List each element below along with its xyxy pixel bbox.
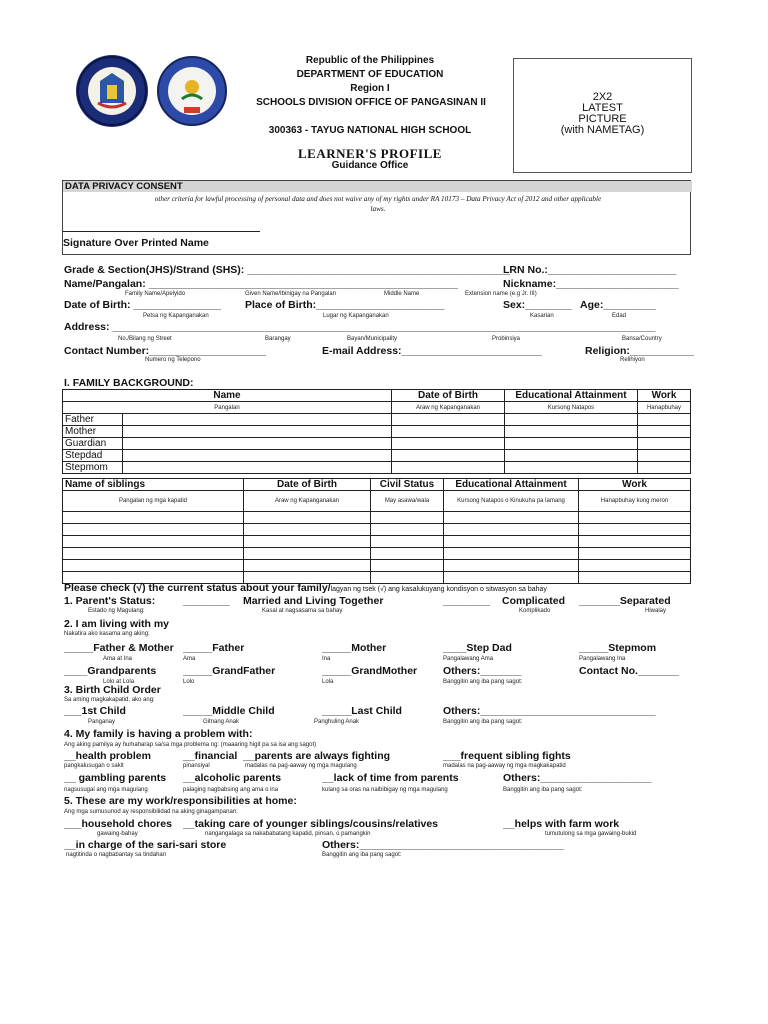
q4-parents-fighting[interactable]: __parents are always fighting bbox=[243, 750, 391, 762]
q5-sub-farm: tumutulong sa mga gawaing-bukid bbox=[545, 831, 637, 837]
photo-label-latest: LATEST bbox=[582, 102, 623, 114]
table-row bbox=[63, 450, 691, 462]
q2-title: 2. I am living with my bbox=[64, 618, 170, 630]
privacy-title: DATA PRIVACY CONSENT bbox=[63, 181, 692, 192]
sub-sibling-work: Hanapbuhay kung meron bbox=[579, 491, 691, 512]
lrn-field[interactable]: LRN No.:______________________ bbox=[503, 264, 677, 276]
q4-health[interactable]: __health problem bbox=[64, 750, 151, 762]
q4-sibling-fights[interactable]: ___frequent sibling fights bbox=[443, 750, 571, 762]
table-row[interactable] bbox=[63, 512, 691, 524]
sub-dob: Petsa ng Kapanganakan bbox=[143, 313, 209, 319]
contact-number-field[interactable]: Contact Number:____________________ bbox=[64, 345, 266, 357]
edu-cell[interactable] bbox=[504, 426, 637, 438]
dob-cell[interactable] bbox=[391, 438, 504, 450]
col-sibling-edu: Educational Attainment bbox=[444, 479, 579, 491]
sex-field[interactable]: Sex:________ bbox=[503, 299, 572, 311]
q4-gambling[interactable]: __ gambling parents bbox=[64, 772, 167, 784]
deped-seal-logo bbox=[76, 55, 148, 127]
q1-sub-married: Kasal at nagsasama sa bahay bbox=[262, 608, 343, 614]
sub-municipality: Bayan/Municipality bbox=[347, 336, 398, 342]
name-cell[interactable] bbox=[123, 462, 392, 474]
q4-sub-gambling: nagsusugal ang mga magulang bbox=[64, 787, 148, 793]
work-cell[interactable] bbox=[637, 462, 690, 474]
table-row[interactable] bbox=[63, 536, 691, 548]
q2-sub-f: Ama bbox=[183, 656, 196, 662]
col-sibling-dob: Date of Birth bbox=[244, 479, 371, 491]
q2-mother[interactable]: _____Mother bbox=[322, 642, 387, 654]
header-division-office: SCHOOLS DIVISION OFFICE OF PANGASINAN II bbox=[256, 97, 486, 108]
sub-country: Bansa/Country bbox=[622, 336, 662, 342]
q1-blank-married[interactable]: ________ bbox=[183, 595, 230, 607]
sub-province: Probinsiya bbox=[492, 336, 521, 342]
table-row[interactable] bbox=[63, 560, 691, 572]
photo-label-nametag: (with NAMETAG) bbox=[560, 124, 645, 136]
q3-others[interactable]: Others:______________________________ bbox=[443, 705, 656, 717]
edu-cell[interactable] bbox=[504, 438, 637, 450]
work-cell[interactable] bbox=[637, 450, 690, 462]
q4-sub-financial: pinansiyal bbox=[183, 763, 210, 769]
q2-others[interactable]: Others:_______ bbox=[443, 665, 522, 677]
q4-sub: Ang aking pamilya ay humaharap sa/sa mga problema ng: (maaaring higit pa sa isa ang sagot) bbox=[64, 742, 317, 748]
q2-sub-gp: Lolo at Lola bbox=[103, 679, 135, 685]
q2-contact-no[interactable]: Contact No._______ bbox=[579, 665, 679, 677]
q2-sub-sd: Pangalawang Ama bbox=[443, 656, 494, 662]
col-dob: Date of Birth bbox=[391, 390, 504, 402]
q3-title: 3. Birth Child Order bbox=[64, 684, 161, 696]
q2-sub-fm: Ama at Ina bbox=[103, 656, 133, 662]
q4-sub-fighting: madalas na pag-aaway ng mga magulang bbox=[245, 763, 357, 769]
dob-cell[interactable] bbox=[391, 450, 504, 462]
q1-blank-complicated[interactable]: ________ bbox=[443, 595, 490, 607]
q1-sub: Estado ng Magulang: bbox=[88, 608, 145, 614]
address-field[interactable]: Address: _____________________________________________________________________________________________ bbox=[64, 321, 656, 333]
q3-sub-2: Gitnang Anak bbox=[203, 719, 240, 725]
dob-field[interactable]: Date of Birth: _______________ bbox=[64, 299, 222, 311]
sub-religion: Relihiyon bbox=[620, 357, 645, 363]
q2-father-mother[interactable]: _____Father & Mother bbox=[64, 642, 174, 654]
pob-field[interactable]: Place of Birth:______________________ bbox=[245, 299, 445, 311]
q4-sub-alcoholic: palaging nagbabsing ang ama o ina bbox=[183, 787, 279, 793]
work-cell[interactable] bbox=[637, 438, 690, 450]
table-row bbox=[63, 414, 691, 426]
col-sibling-work: Work bbox=[579, 479, 691, 491]
sub-middle-name: Middle Name bbox=[384, 291, 420, 297]
signature-line[interactable] bbox=[63, 231, 260, 232]
q2-grandparents[interactable]: ____Grandparents bbox=[64, 665, 157, 677]
q3-last-child[interactable]: _____Last Child bbox=[322, 705, 402, 717]
sub-hanapbuhay: Hanapbuhay bbox=[637, 402, 690, 414]
edu-cell[interactable] bbox=[504, 462, 637, 474]
sub-pangalan: Pangalan bbox=[63, 402, 392, 414]
check-intro-text: Please check (√) the current status about your family/ bbox=[64, 582, 331, 594]
header-republic: Republic of the Philippines bbox=[305, 55, 435, 66]
header-school: 300363 - TAYUG NATIONAL HIGH SCHOOL bbox=[268, 125, 472, 136]
row-label: Stepmom bbox=[63, 462, 123, 474]
row-label: Mother bbox=[63, 426, 123, 438]
sub-civil: May asawa/wala bbox=[371, 491, 444, 512]
check-intro-sub: lagyan ng tsek (√) ang kasalukuyang kondisyon o sitwasyon sa bahay bbox=[330, 586, 547, 593]
name-cell[interactable] bbox=[123, 450, 392, 462]
q5-farm-work[interactable]: __helps with farm work bbox=[503, 818, 620, 830]
header-region: Region I bbox=[350, 83, 390, 94]
q4-sub-others: Banggitin ang iba pang sagot: bbox=[503, 787, 583, 793]
q3-sub-1: Panganay bbox=[88, 719, 116, 725]
q1-sub-separated: Hiwalay bbox=[645, 608, 667, 614]
age-field[interactable]: Age:_________ bbox=[580, 299, 656, 311]
family-subheader-row bbox=[63, 402, 691, 414]
q2-sub-others: Banggitin ang iba pang sagot: bbox=[443, 679, 523, 685]
table-row bbox=[63, 438, 691, 450]
privacy-box bbox=[62, 180, 691, 255]
siblings-header-row bbox=[63, 479, 691, 491]
q4-lack-of-time[interactable]: __lack of time from parents bbox=[322, 772, 459, 784]
name-cell[interactable] bbox=[123, 438, 392, 450]
photo-label-size: 2X2 bbox=[592, 91, 613, 103]
header-department: DEPARTMENT OF EDUCATION bbox=[296, 69, 444, 80]
col-civil-status: Civil Status bbox=[371, 479, 444, 491]
q3-sub: Sa aming magkakapatid, ako ang: bbox=[64, 697, 155, 703]
col-education: Educational Attainment bbox=[504, 390, 637, 402]
q2-sub-sm: Pangalawang Ina bbox=[579, 656, 626, 662]
sub-araw: Araw ng Kapanganakan bbox=[391, 402, 504, 414]
q1-complicated: Complicated bbox=[502, 595, 566, 607]
q4-sub-sibling: madalas na pag-aaway ng mga magkakapatid bbox=[443, 763, 566, 769]
sub-contact: Numero ng Telepono bbox=[145, 357, 201, 363]
photo-box[interactable] bbox=[513, 58, 692, 173]
q3-sub-3: Panghuling Anak bbox=[314, 719, 360, 725]
sub-extension-name: Extension name (e.g Jr. III) bbox=[465, 291, 537, 297]
q2-sub-m: Ina bbox=[322, 656, 331, 662]
sub-sibling-dob: Araw ng Kapanganakan bbox=[244, 491, 371, 512]
col-work: Work bbox=[637, 390, 690, 402]
q2-sub: Nakatira ako kasama ang aking: bbox=[64, 631, 150, 637]
q5-household[interactable]: ___household chores bbox=[64, 818, 172, 830]
q5-sub-taking-care: nangangalaga sa nakababatang kapatid, pinsan, o pamangkin bbox=[205, 831, 371, 837]
row-label: Guardian bbox=[63, 438, 123, 450]
office-label: Guidance Office bbox=[331, 160, 409, 171]
nickname-field[interactable]: Nickname:_____________________ bbox=[503, 278, 679, 290]
sub-street: No./Bilang ng Street bbox=[118, 336, 172, 342]
q5-taking-care[interactable]: __taking care of younger siblings/cousins/relatives bbox=[183, 818, 439, 830]
table-row bbox=[63, 462, 691, 474]
dob-cell[interactable] bbox=[391, 462, 504, 474]
sub-sex: Kasarian bbox=[530, 313, 554, 319]
sub-sibling-edu: Kursong Natapos o Kinukuha pa lamang bbox=[444, 491, 579, 512]
form-title: LEARNER'S PROFILE bbox=[298, 146, 442, 161]
name-cell[interactable] bbox=[123, 414, 392, 426]
family-header-row bbox=[63, 390, 691, 402]
q5-sari-sari[interactable]: __in charge of the sari-sari store bbox=[64, 839, 227, 851]
q3-first-child[interactable]: ___1st Child bbox=[64, 705, 126, 717]
edu-cell[interactable] bbox=[504, 414, 637, 426]
sub-family-name: Family Name/Apelyido bbox=[125, 291, 186, 297]
family-table bbox=[62, 389, 691, 474]
q4-sub-health: pangkalusugan o sakit bbox=[64, 763, 124, 769]
sub-barangay: Barangay bbox=[265, 336, 291, 342]
q2-father[interactable]: _____Father bbox=[183, 642, 245, 654]
q2-stepdad[interactable]: ____Step Dad bbox=[443, 642, 512, 654]
name-field[interactable]: Name/Pangalan: _____________________________________________________ bbox=[64, 278, 459, 290]
row-label: Father bbox=[63, 414, 123, 426]
col-name: Name bbox=[63, 390, 392, 402]
sub-pob: Lugar ng Kapanganakan bbox=[323, 313, 389, 319]
family-section-title: I. FAMILY BACKGROUND: bbox=[64, 377, 194, 389]
sub-kursong: Kursong Natapos bbox=[504, 402, 637, 414]
table-row[interactable] bbox=[63, 524, 691, 536]
q5-others[interactable]: Others:___________________________________ bbox=[322, 839, 564, 851]
q1-married: Married and Living Together bbox=[243, 595, 384, 607]
q4-sub-lack: kulang sa oras na naibibigay ng mga magulang bbox=[322, 787, 448, 793]
q4-others[interactable]: Others:___________________ bbox=[503, 772, 652, 784]
q2-sub-gf: Lolo bbox=[183, 679, 195, 685]
division-seal-logo bbox=[156, 55, 228, 127]
name-cell[interactable] bbox=[123, 426, 392, 438]
table-row[interactable] bbox=[63, 548, 691, 560]
sub-given-name: Given Name/Ibinigay na Pangalan bbox=[245, 291, 337, 297]
sub-age: Edad bbox=[612, 313, 627, 319]
dob-cell[interactable] bbox=[391, 414, 504, 426]
photo-label-picture: PICTURE bbox=[578, 113, 627, 125]
signature-label: Signature Over Printed Name bbox=[63, 237, 209, 249]
col-sibling-name: Name of siblings bbox=[63, 479, 244, 491]
table-row bbox=[63, 426, 691, 438]
religion-field[interactable]: Religion:___________ bbox=[585, 345, 695, 357]
privacy-text-end: laws. bbox=[370, 205, 386, 213]
edu-cell[interactable] bbox=[504, 450, 637, 462]
q1-title: 1. Parent's Status: bbox=[64, 595, 156, 607]
q3-middle-child[interactable]: _____Middle Child bbox=[183, 705, 275, 717]
dob-cell[interactable] bbox=[391, 426, 504, 438]
work-cell[interactable] bbox=[637, 426, 690, 438]
grade-section-field[interactable]: Grade & Section(JHS)/Strand (SHS): _____________________________________________ bbox=[64, 264, 510, 276]
q5-sub: Ang mga sumusunod ay responsibilidad na aking ginagampanan: bbox=[64, 809, 238, 815]
q5-sub-others: Banggitin ang iba pang sagot: bbox=[322, 852, 402, 858]
privacy-text: other criteria for lawful processing of personal data and does not waive any of my rights under RA 10173 – Data Privacy Act of 2012 and other applicable bbox=[154, 195, 602, 203]
q5-sub-household: gawaing-bahay bbox=[97, 831, 138, 837]
work-cell[interactable] bbox=[637, 414, 690, 426]
sub-sibling-name: Pangalan ng mga kapatid bbox=[63, 491, 244, 512]
siblings-table bbox=[62, 478, 691, 584]
q2-sub-gm: Lola bbox=[322, 679, 334, 685]
q1-separated[interactable]: _______Separated bbox=[579, 595, 671, 607]
q5-sub-sari-sari: nagtitinda o nagbabantay sa tindahan bbox=[66, 852, 167, 858]
row-label: Stepdad bbox=[63, 450, 123, 462]
email-field[interactable]: E-mail Address:________________________ bbox=[322, 345, 542, 357]
siblings-subheader-row bbox=[63, 491, 691, 512]
q3-sub-others: Banggitin ang iba pang sagot: bbox=[443, 719, 523, 725]
q2-stepmom[interactable]: _____Stepmom bbox=[579, 642, 657, 654]
q5-title: 5. These are my work/responsibilities at home: bbox=[64, 795, 297, 807]
q4-alcoholic[interactable]: __alcoholic parents bbox=[183, 772, 282, 784]
q4-financial[interactable]: __financial bbox=[183, 750, 238, 762]
q4-title: 4. My family is having a problem with: bbox=[64, 728, 253, 740]
q2-grandmother[interactable]: _____GrandMother bbox=[322, 665, 418, 677]
check-intro bbox=[64, 582, 547, 594]
q2-grandfather[interactable]: _____GrandFather bbox=[183, 665, 276, 677]
q1-sub-complicated: Komplikado bbox=[519, 608, 551, 614]
